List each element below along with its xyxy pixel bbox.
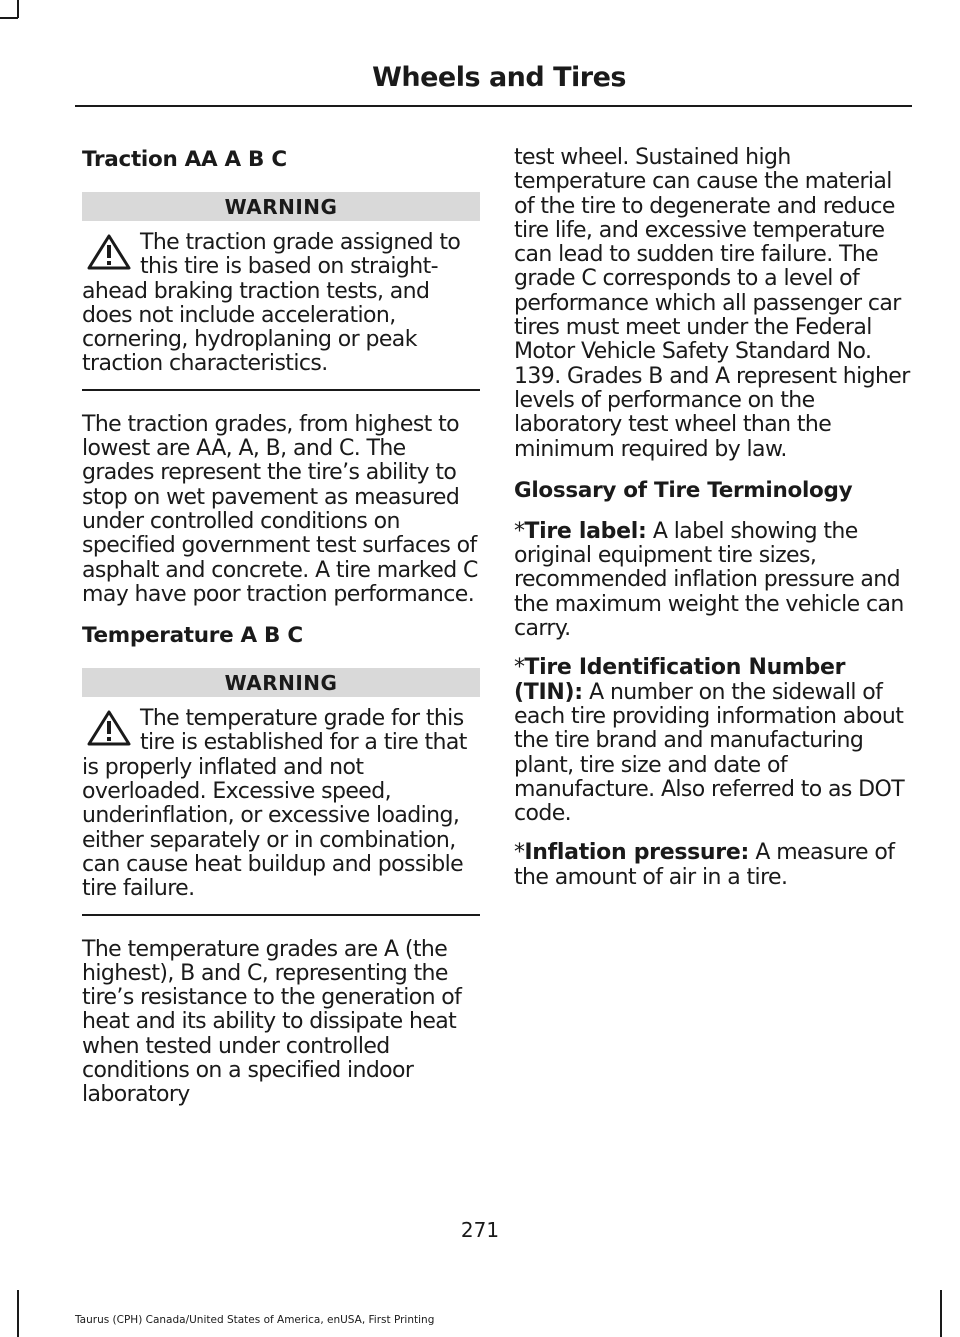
traction-paragraph: The traction grades, from highest to lowest are AA, A, B, and C. The grades represent the tire’s ability to stop on wet pavement as measured under controlled conditions on specified government test surfaces of asphalt and concrete. A tire marked C may have poor traction performance. [82,411,478,607]
glossary-prefix: * [514,840,525,866]
warning-label: WARNING [82,192,480,221]
glossary-definition: A measure of the amount of air in a tire. [514,840,895,890]
footer-text: Taurus (CPH) Canada/United States of America, enUSA, First Printing [75,1314,435,1326]
traction-warning-text: The traction grade assigned to this tire is based on straight-ahead braking traction tests, and does not include acceleration, cornering, hydroplaning or peak traction characteristics. [82,230,461,377]
page-header-title: Wheels and Tires [372,62,626,93]
glossary-prefix: * [514,518,525,544]
crop-mark-top-left [0,17,18,19]
warning-label: WARNING [82,668,480,697]
glossary-term: Tire label: [524,518,647,544]
glossary-prefix: * [514,655,525,681]
left-column [82,146,480,1108]
traction-warning [82,192,480,391]
temperature-warning [82,668,480,915]
glossary-definition: A number on the sidewall of each tire providing information about the tire brand and manufacturing plant, tire size and date of manufacture. Also referred to as DOT code. [514,679,905,827]
crop-mark-bottom-right [940,1290,942,1337]
glossary-entry [514,841,910,890]
glossary-entry [514,520,910,641]
traction-heading: Traction AA A B C [82,147,287,172]
warning-divider [82,914,480,916]
warning-divider [82,389,480,391]
temperature-warning-text: The temperature grade for this tire is established for a tire that is properly inflated and not overloaded. Excessive speed, underinflation, or excessive loading, either separately or in combination, can cause heat buildup and possible tire failure. [82,706,467,902]
glossary-definition: A label showing the original equipment tire sizes, recommended inflation pressure and the maximum weight the vehicle can carry. [514,518,904,642]
page-number: 271 [460,1218,500,1242]
right-column [514,146,910,890]
warning-triangle-icon [86,709,132,747]
glossary-heading: Glossary of Tire Terminology [514,477,853,503]
continued-paragraph: test wheel. Sustained high temperature can cause the material of the tire to degenerate and reduce tire life, and excessive temperature can lead to sudden tire failure. The grade C corresponds to a level of performance which all passenger car tires must meet under the Federal Motor Vehicle Safety Standard No. 139. Grades B and A represent higher levels of performance on the laboratory test wheel than the minimum required by law. [514,145,910,462]
header-divider [75,105,912,107]
glossary-entry [514,656,910,826]
temperature-heading: Temperature A B C [82,623,303,649]
crop-mark-bottom-left [17,1290,19,1337]
crop-mark-top-left [17,0,19,18]
glossary-term: Inflation pressure: [524,840,749,866]
temperature-paragraph: The temperature grades are A (the highest), B and C, representing the tire’s resistance to the generation of heat and its ability to dissipate heat when tested under controlled conditions on a specified indoor laboratory [82,936,462,1108]
warning-triangle-icon [86,233,132,271]
glossary-term: Tire Identification Number (TIN): [514,655,846,705]
